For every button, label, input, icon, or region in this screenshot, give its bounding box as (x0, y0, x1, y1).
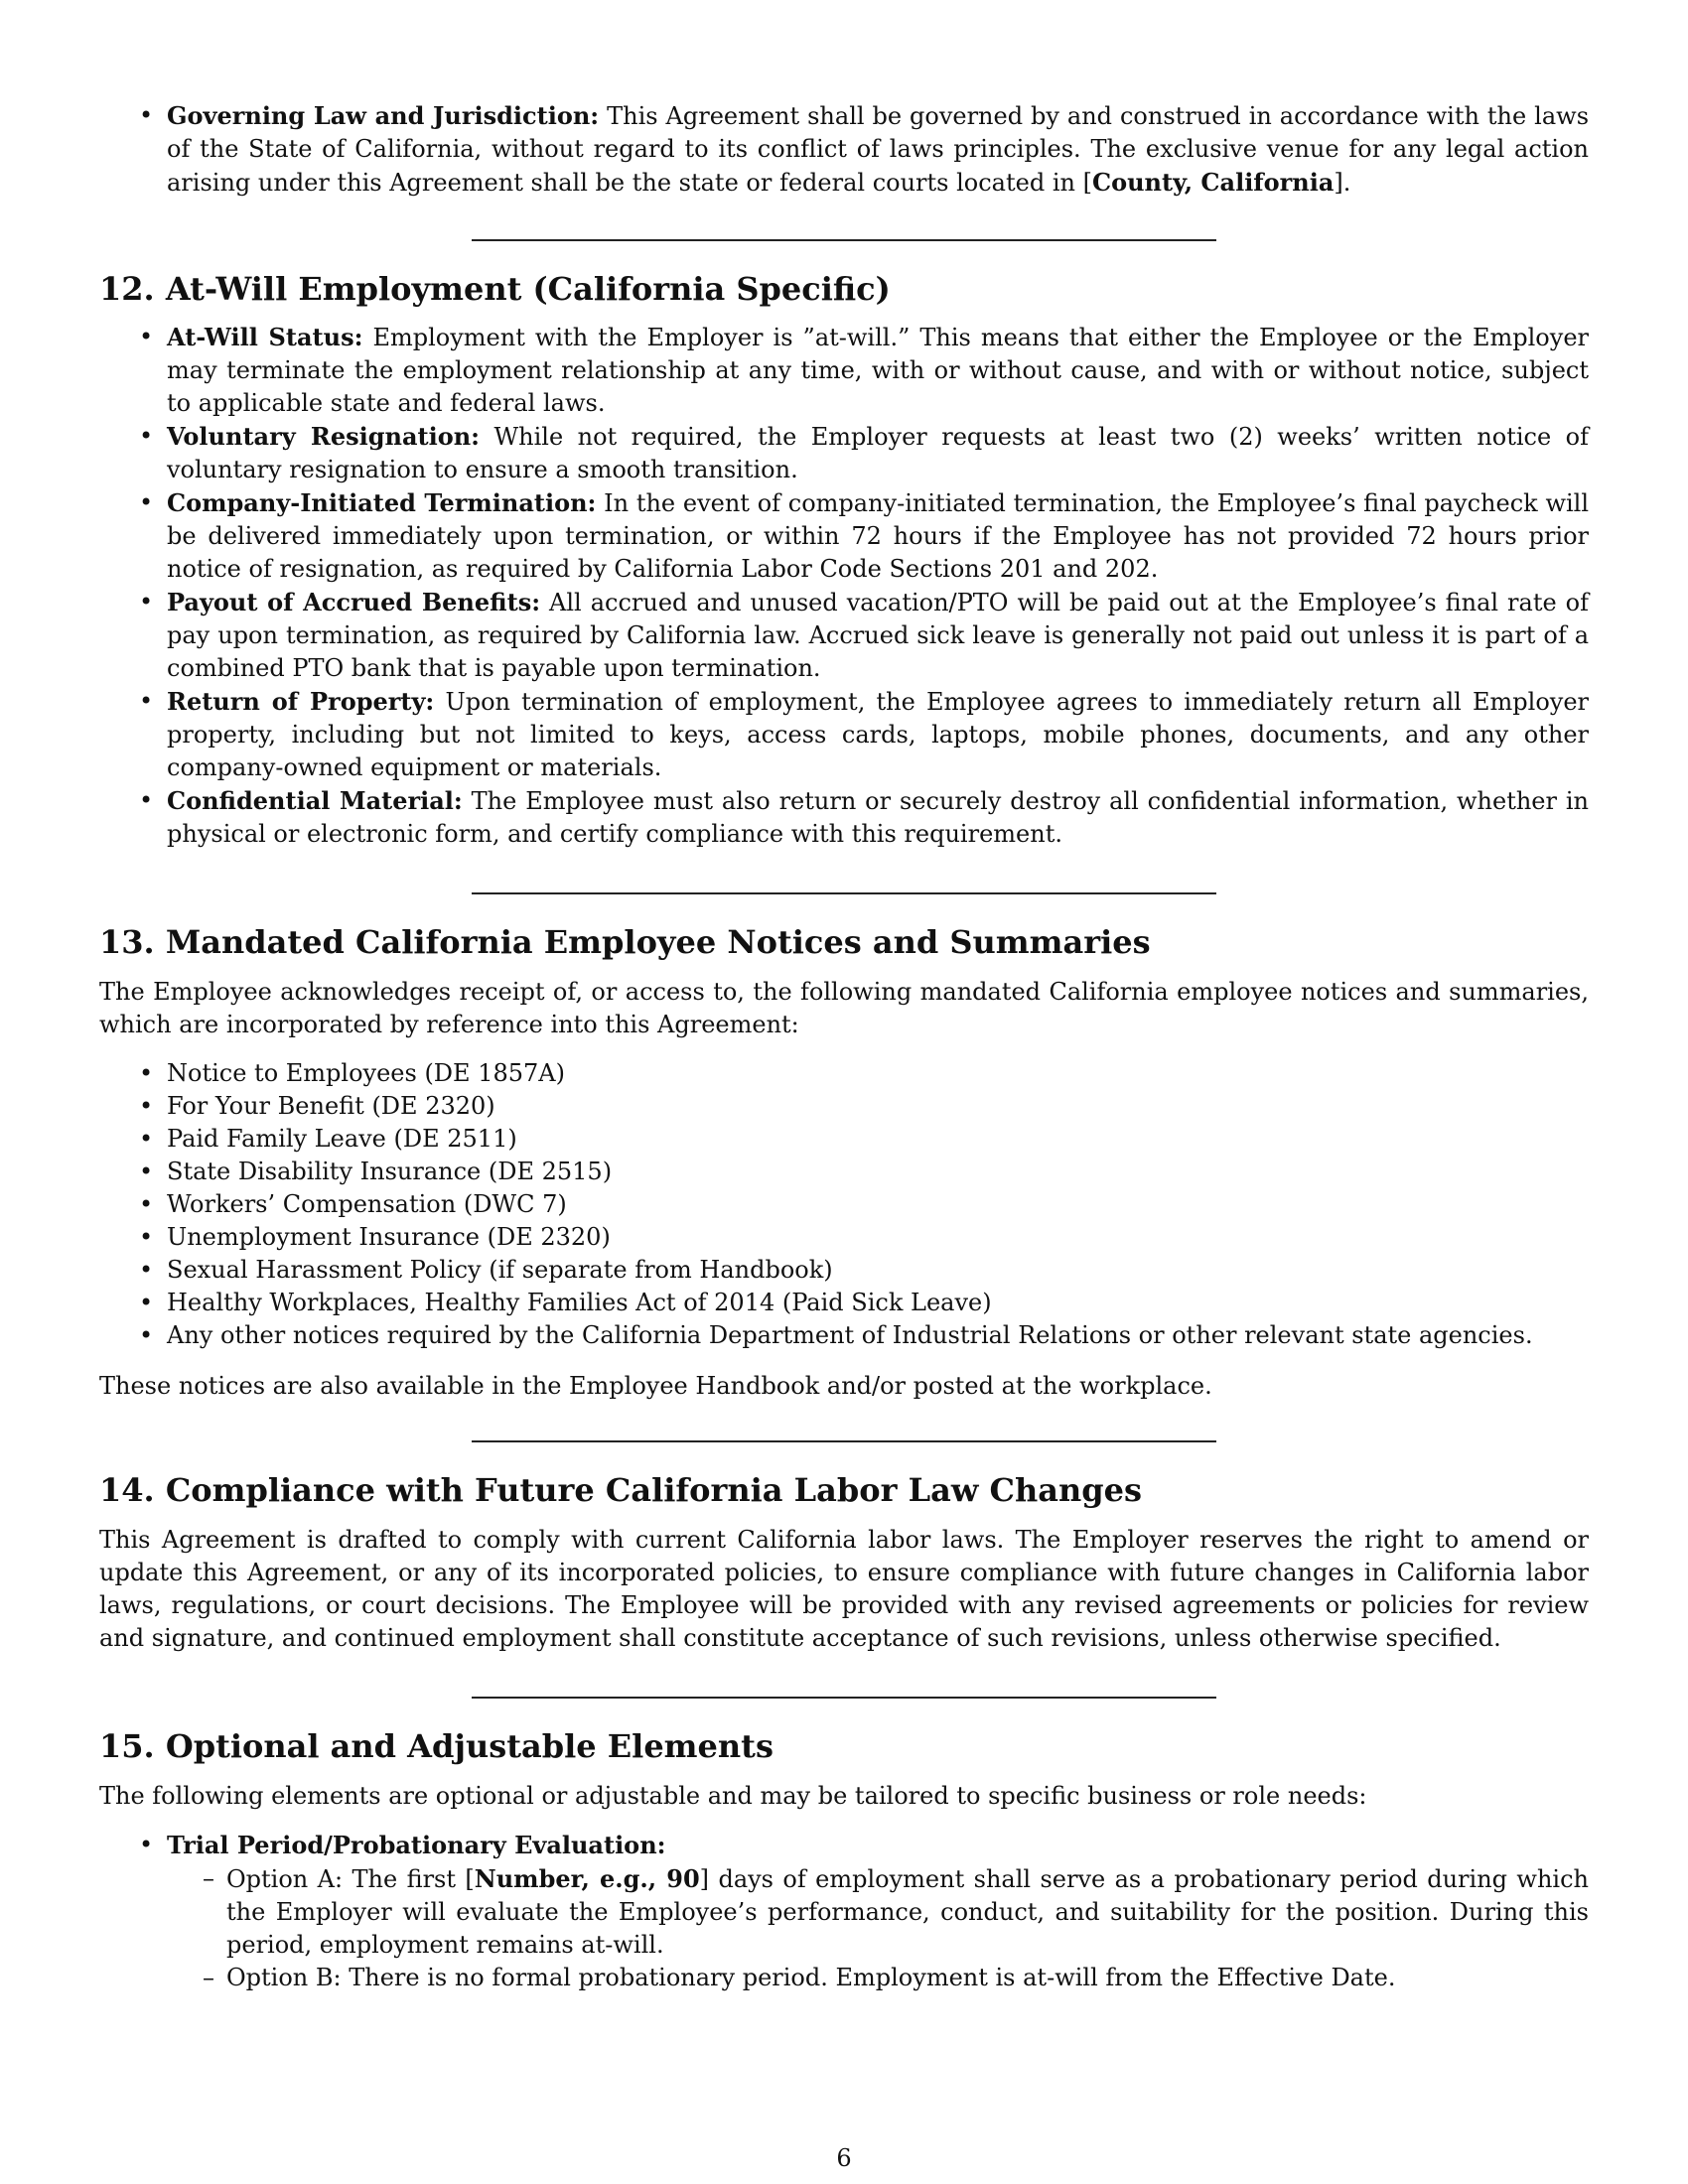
section-divider (472, 1697, 1216, 1699)
option-a-item: – Option A: The first [Number, e.g., 90] days of employment shall serve as a probationary period during which the Employer will evaluate the Employee’s performance, conduct, and suitability for the position. During this period, employment remains at-will. (167, 1862, 1589, 1962)
section-12-heading: 12. At-Will Employment (California Specific) (99, 270, 891, 308)
section-15-intro: The following elements are optional or adjustable and may be tailored to specific business or role needs: (99, 1782, 1367, 1810)
section-divider (472, 1440, 1216, 1442)
list-item: • Healthy Workplaces, Healthy Families Act of 2014 (Paid Sick Leave) (99, 1287, 1589, 1319)
list-item: • Trial Period/Probationary Evaluation: – Option A: The first [Number, e.g., 90] days of employment shall serve as a probationary period during which the Employer will evaluate the Employee’s performance, conduct, and suitability for the position. During this period, employment remains at-will. – Option B: There is no formal probationary period. Employment is at-will from the Effective Date. (99, 1829, 1589, 1994)
list-item: • Sexual Harassment Policy (if separate from Handbook) (99, 1254, 1589, 1287)
section-divider (472, 892, 1216, 894)
list-item: • Company-Initiated Termination: In the event of company-initiated termination, the Employee’s final paycheck will be delivered immediately upon termination, or within 72 hours if the Employee has not provided 72 hours prior notice of resignation, as required by California Labor Code Sections 201 and 202. (99, 486, 1589, 586)
section-15-heading: 15. Optional and Adjustable Elements (99, 1727, 774, 1765)
page-number: 6 (836, 2144, 852, 2172)
list-item: • State Disability Insurance (DE 2515) (99, 1156, 1589, 1188)
section-13-heading: 13. Mandated California Employee Notices and Summaries (99, 923, 1151, 961)
option-b-item: – Option B: There is no formal probationary period. Employment is at-will from the Effective Date. (167, 1962, 1589, 1994)
list-item: • Workers’ Compensation (DWC 7) (99, 1188, 1589, 1221)
governing-law-item: • Governing Law and Jurisdiction: This Agreement shall be governed by and construed in accordance with the laws of the State of California, without regard to its conflict of laws principles. The exclusive venue for any legal action arising under this Agreement shall be the state or federal courts located in [County, California]. (99, 99, 1589, 200)
list-item: • Payout of Accrued Benefits: All accrued and unused vacation/PTO will be paid out at the Employee’s final rate of pay upon termination, as required by California law. Accrued sick leave is generally not paid out unless it is part of a combined PTO bank that is payable upon termination. (99, 586, 1589, 685)
list-item: • Any other notices required by the California Department of Industrial Relations or other relevant state agencies. (99, 1319, 1589, 1352)
section-15-list (99, 1829, 1589, 1994)
list-item: • Unemployment Insurance (DE 2320) (99, 1221, 1589, 1254)
list-item: • Notice to Employees (DE 1857A) (99, 1057, 1589, 1090)
list-item: • Return of Property: Upon termination of employment, the Employee agrees to immediately return all Employer property, including but not limited to keys, access cards, laptops, mobile phones, documents, and any other company-owned equipment or materials. (99, 685, 1589, 784)
trial-options-list (167, 1862, 1589, 1994)
section-14-body: This Agreement is drafted to comply with current California labor laws. The Employer reserves the right to amend or update this Agreement, or any of its incorporated policies, to ensure compliance with future changes in California labor laws, regulations, or court decisions. The Employee will be provided with any revised agreements or policies for review and signature, and continued employment shall constitute acceptance of such revisions, unless otherwise specified. (99, 1526, 1589, 1652)
governing-law-list (99, 99, 1589, 200)
section-14-heading: 14. Compliance with Future California Labor Law Changes (99, 1471, 1143, 1509)
list-item: • At-Will Status: Employment with the Employer is ”at-will.” This means that either the Employee or the Employer may terminate the employment relationship at any time, with or without cause, and with or without notice, subject to applicable state and federal laws. (99, 321, 1589, 420)
list-item: • Confidential Material: The Employee must also return or securely destroy all confidential information, whether in physical or electronic form, and certify compliance with this requirement. (99, 784, 1589, 851)
section-13-list (99, 1057, 1589, 1352)
section-13-intro: The Employee acknowledges receipt of, or access to, the following mandated California employee notices and summaries, which are incorporated by reference into this Agreement: (99, 978, 1589, 1038)
section-13-outro: These notices are also available in the Employee Handbook and/or posted at the workplace. (99, 1372, 1212, 1400)
list-item: • Paid Family Leave (DE 2511) (99, 1123, 1589, 1156)
list-item: • For Your Benefit (DE 2320) (99, 1090, 1589, 1123)
document-page (99, 99, 1589, 1994)
section-divider (472, 239, 1216, 241)
list-item: • Voluntary Resignation: While not required, the Employer requests at least two (2) weeks’ written notice of voluntary resignation to ensure a smooth transition. (99, 420, 1589, 486)
section-12-list (99, 321, 1589, 851)
